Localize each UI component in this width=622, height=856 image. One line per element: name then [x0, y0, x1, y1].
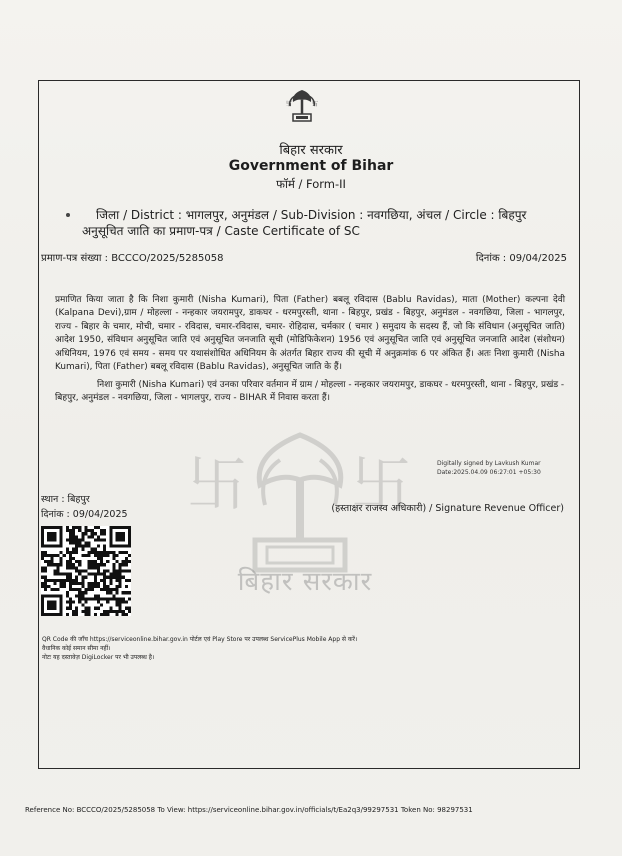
svg-text:卐: 卐 [351, 450, 411, 520]
svg-text:卐: 卐 [312, 101, 319, 108]
place-date-block [41, 492, 128, 522]
qr-note-1: QR Code की जाँच https://serviceonline.bihar.gov.in पोर्टल एवं Play Store पर उपलब्ध ServicePlus Mobile App से करें। [42, 636, 358, 643]
svg-text:卐: 卐 [187, 450, 247, 520]
certificate-body-para2: निशा कुमारी (Nisha Kumari) एवं उनका परिवार वर्तमान में ग्राम / मोहल्ला - नन्हकार जयरामपुर, डाकघर - धरमपुरस्ती, थाना - बिहपुर, प्रखंड - बिहपुर, अनुमंडल - नवगछिया, जिला - भागलपुर, राज्य - BIHAR में निवास करता हैं। [55, 380, 565, 404]
digital-signature [437, 459, 541, 477]
issue-date-bottom: दिनांक : 09/04/2025 [41, 509, 128, 520]
title-english: Government of Bihar [228, 158, 394, 174]
certificate-number: प्रमाण-पत्र संख्या : BCCCO/2025/5285058 [41, 253, 224, 264]
digital-signature-line2: Date:2025.04.09 06:27:01 +05:30 [437, 469, 541, 476]
place-label: स्थान : बिहपुर [41, 494, 90, 505]
signature-label: (हस्ताक्षर राजस्व अधिकारी) / Signature Revenue Officer) [331, 503, 564, 514]
qr-note-3: नोटः यह दस्तावेज़ DigiLocker पर भी उपलब्ध है। [42, 654, 155, 661]
watermark-emblem-icon [185, 425, 415, 650]
certificate-title: अनुसूचित जाति का प्रमाण-पत्र / Caste Certificate of SC [82, 224, 360, 238]
speck-mark [66, 213, 70, 217]
title-hindi: बिहार सरकार [279, 143, 343, 158]
reference-footer: Reference No: BCCCO/2025/5285058 To View: https://serviceonline.bihar.gov.in/officials/t/Ea2q3/99297531 Token No: 98297531 [25, 806, 473, 814]
form-label: फॉर्म / Form-II [276, 177, 346, 191]
qr-code-icon [41, 526, 131, 616]
bihar-emblem-icon [282, 86, 322, 126]
qr-note-2: वैधानिक कोई समान सीमा नहीं। [42, 645, 111, 652]
watermark-text: बिहार सरकार [237, 567, 373, 597]
location-line: जिला / District : भागलपुर, अनुमंडल / Sub-Division : नवगछिया, अंचल / Circle : बिहपुर [96, 208, 527, 222]
svg-text:卐: 卐 [286, 101, 293, 108]
issue-date-top: दिनांक : 09/04/2025 [475, 253, 567, 264]
qr-notes [42, 635, 357, 662]
certificate-body-para1: प्रमाणित किया जाता है कि निशा कुमारी (Nisha Kumari), पिता (Father) बबलू रविदास (Bablu Ravidas), माता (Mother) कल्पना देवी (Kalpana Devi),ग्राम / मोहल्ला - नन्हकार जयरामपुर, डाकघर - धरमपुरस्ती, थाना - बिहपुर, प्रखंड - बिहपुर, अनुमंडल - नवगछिया, जिला - भागलपुर, राज्य - बिहार के चमार, मोची, चमार - रविदास, चमार-रविदास, चमार- रोहिदास, चर्मकार ( चमार ) समुदाय के सदस्य हैं, जो कि संविधान (अनुसूचित जाति) आदेश 1950, संविधान अनुसूचित जाति एवं अनुसूचित जनजाति सूची (मोडिफिकेशन) 1956 एवं अनुसूचित जाति एवं अनुसूचित जनजाति आदेश (संशोधन) अधिनियम, 1976 एवं समय - समय पर यथासंशोधित अधिनियम के अंतर्गत बिहार राज्य की सूची में अनुक्रमांक 6 पर अंकित हैं। अतः निशा कुमारी (Nisha Kumari), पिता (Father) बबलू रविदास (Bablu Ravidas), अनुसूचित जाति के हैं। [55, 295, 565, 373]
digital-signature-line1: Digitally signed by Lavkush Kumar [437, 460, 541, 467]
